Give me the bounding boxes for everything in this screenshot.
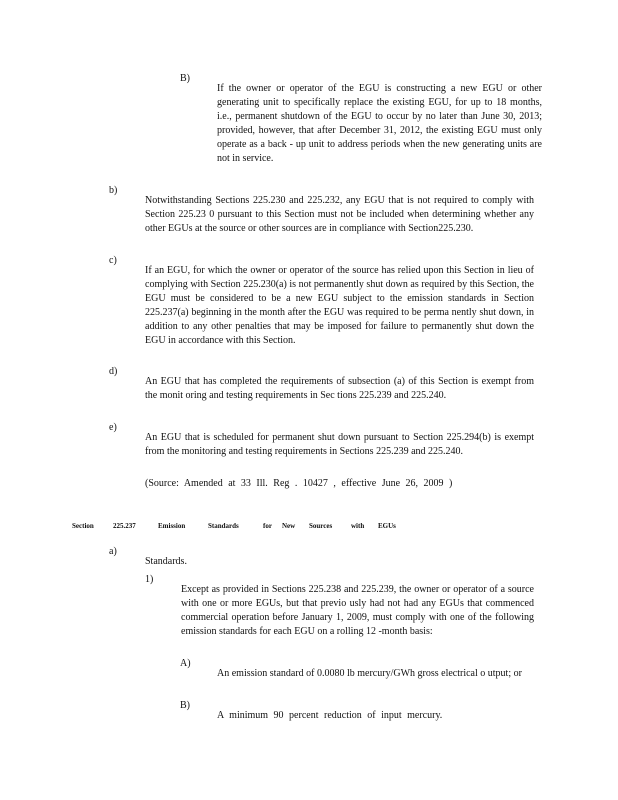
subparagraph-text: An emission standard of 0.0080 lb mercury/GWh gross electrical o utput; or [217, 668, 522, 679]
heading-word: for [263, 522, 272, 530]
source-note: (Source: Amended at 33 Ill. Reg . 10427 , effective June 26, 2009 ) [145, 478, 453, 489]
subsection-text: Standards. [145, 556, 187, 567]
subsection-label: c) [109, 255, 117, 266]
heading-word: Emission [158, 522, 186, 530]
subsection-label: e) [109, 422, 117, 433]
subsection-c [109, 254, 534, 352]
paragraph-label: B) [180, 73, 190, 84]
heading-word: New [282, 522, 296, 530]
subparagraph-A [180, 657, 525, 685]
subsection-label: b) [109, 185, 118, 196]
subparagraph-B [180, 699, 525, 721]
subsection-e [109, 421, 534, 463]
paragraph-1 [145, 573, 534, 643]
subsection-text: Notwithstanding Sections 225.230 and 225.232, any EGU that is not required to comply with Section 225.23 0 pursuant to this Section must not be included when determining whether any other EGUs at the source or other sources are in compliance with Section225.230. [145, 195, 534, 234]
heading-word: EGUs [378, 522, 396, 530]
subsection-text: An EGU that is scheduled for permanent shut down pursuant to Section 225.294(b) is exempt from the monitoring and testing requirements in Sections 225.239 and 225.240. [145, 432, 534, 457]
subparagraph-label: B) [180, 700, 190, 711]
subsection-label: a) [109, 546, 117, 557]
subsection-a [109, 545, 534, 567]
subsection-text: An EGU that has completed the requirements of subsection (a) of this Section is exempt from the monit oring and testing requirements in Sec tions 225.239 and 225.240. [145, 376, 534, 401]
paragraph-label: 1) [145, 574, 154, 585]
heading-word: with [351, 522, 365, 530]
heading-section-number: 225.237 [113, 522, 136, 530]
subsection-label: d) [109, 366, 118, 377]
subsection-d [109, 365, 534, 407]
section-heading [72, 519, 552, 533]
heading-section-word: Section [72, 522, 94, 530]
subsection-b [109, 184, 534, 240]
subparagraph-text: A minimum 90 percent reduction of input mercury. [217, 710, 443, 721]
heading-word: Sources [309, 522, 333, 530]
subparagraph-label: A) [180, 658, 191, 669]
subsection-text: If an EGU, for which the owner or operator of the source has relied upon this Section in lieu of complying with Section 225.230(a) is not permanently shut down as required by this Section, the EGU must be considered to be a new EGU subject to the emission standards in Section 225.237(a) beginning in the month after the EGU was required to be perma nently shut down, in addition to any other penalties that may be imposed for failure to permanently shut down the EGU in accordance with this Section. [145, 265, 534, 346]
paragraph-B [180, 72, 542, 170]
paragraph-text: If the owner or operator of the EGU is constructing a new EGU or other generating unit to specifically replace the existing EGU, for up to 18 months, i.e., permanent shutdown of the EGU to occur by no later than June 30, 2013; provided, however, that after December 31, 2012, the existing EGU must only operate as a back - up unit to address periods when the new generating units are not in service. [217, 83, 542, 164]
heading-word: Standards [208, 522, 239, 530]
paragraph-text: Except as provided in Sections 225.238 and 225.239, the owner or operator of a source with one or more EGUs, but that previo usly had not had any EGUs that commenced commercial operation before January 1, 2009, must comply with one of the following emission standards for each EGU on a rolling 12 -month basis: [181, 584, 534, 637]
